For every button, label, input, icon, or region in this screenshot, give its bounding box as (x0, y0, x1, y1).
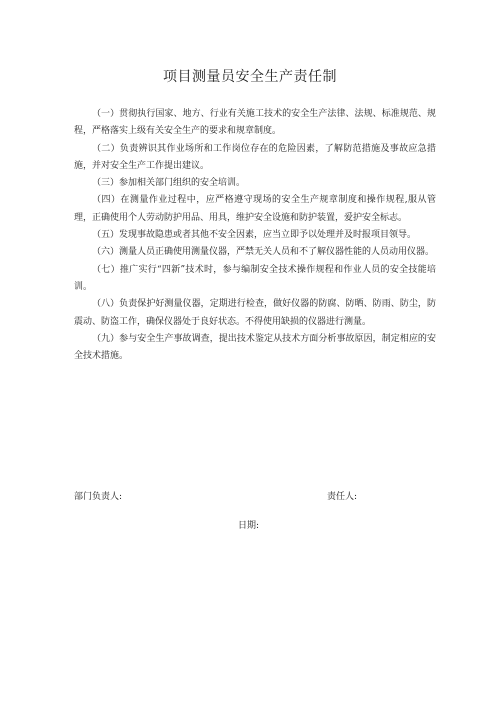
clause-8: （八）负责保护好测量仪器，定期进行检查，做好仪器的防腐、防晒、防雨、防尘，防震动、防盗工作，确保仪器处于良好状态。不得使用缺损的仪器进行测量。 (74, 299, 436, 327)
clause-2: （二）负责辨识其作业场所和工作岗位存在的危险因素，了解防范措施及事故应急措施，并对安全生产工作提出建议。 (74, 143, 436, 171)
document-title: 项目测量员安全生产责任制 (163, 69, 337, 85)
clause-3: （三）参加相关部门组织的安全培训。 (92, 178, 246, 189)
dept-head-signature-label: 部门负责人: (74, 492, 123, 502)
clause-4: （四）在测量作业过程中，应严格遵守现场的安全生产规章制度和操作规程,服从管理，正确使用个人劳动防护用品、用具，维护安全设施和防护装置，爱护安全标志。 (74, 195, 436, 223)
date-label: 日期: (238, 521, 260, 531)
clause-1: （一）贯彻执行国家、地方、行业有关施工技术的安全生产法律、法规、标准规范、规程，严格落实上级有关安全生产的要求和规章制度。 (74, 109, 436, 137)
clause-7: （七）推广实行“四新”技术时，参与编制安全技术操作规程和作业人员的安全技能培训。 (74, 264, 436, 292)
clause-9: （九）参与安全生产事故调查，提出技术鉴定从技术方面分析事故原因，制定相应的安全技术措施。 (74, 333, 436, 362)
document-body (74, 106, 436, 365)
clause-5: （五）发现事故隐患或者其他不安全因素，应当立即予以处理并及时报项目领导。 (92, 230, 417, 241)
responsible-person-signature-label: 责任人: (327, 492, 358, 502)
clause-6: （六）测量人员正确使用测量仪器，严禁无关人员和不了解仪器性能的人员动用仪器。 (92, 247, 435, 258)
